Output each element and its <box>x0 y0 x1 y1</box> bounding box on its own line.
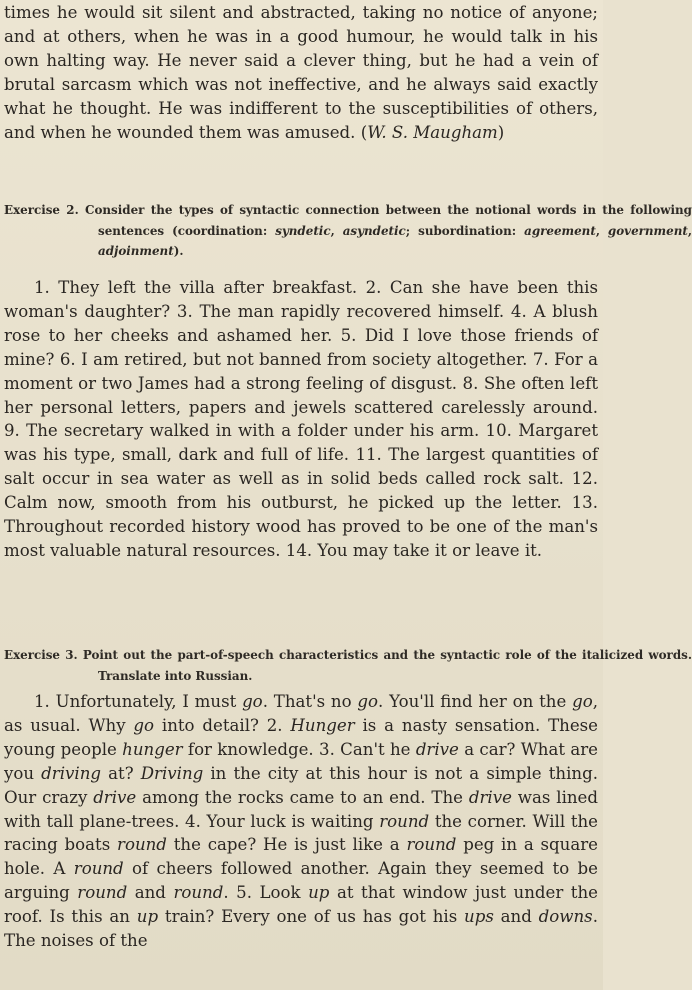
exercise-2-instruction: Consider the types of syntactic connection between the notional words in the following sentences (coordination: <box>78 203 692 238</box>
italic-word: drive <box>468 787 512 807</box>
top-paragraph <box>4 1 598 144</box>
paragraph-text: times he would sit silent and abstracted, taking no notice of anyone; and at others, when he was in a good humour, he would talk in his own halting way. He never said a clever thing, but he had a vein of brutal sarcasm which was not ineffective, and he always said exactly what he thought. He was indifferent to the susceptibilities of others, and when he wounded them was amused. ( <box>4 3 598 142</box>
exercise-2-sentences: 1. They left the villa after breakfast. 2. Can she have been this woman's daughter? 3. The man rapidly recovered himself. 4. A blush rose to her cheeks and ashamed her. 5. Did I love those friends of mine? 6. I am retired, but not banned from society altogether. 7. For a moment or two James had a strong feeling of disgust. 8. She often left her personal letters, papers and jewels scattered carelessly around. 9. The secretary walked in with a folder under his arm. 10. Margaret was his type, small, dark and full of life. 11. The largest quantities of salt occur in sea water as well as in solid beds called rock salt. 12. Calm now, smooth from his outburst, he picked up the letter. 13. Throughout recorded history wood has proved to be one of the man's most valuable natural resources. 14. You may take it or leave it. <box>4 278 598 560</box>
term-syndetic: syndetic <box>275 223 331 238</box>
exercise-3-instruction: Point out the part-of-speech characteristics and the syntactic role of the italicized words. Translate into Russian. <box>77 648 692 683</box>
exercise-3-label: Exercise 3. <box>4 648 78 662</box>
italic-word: downs <box>538 907 593 927</box>
exercise-3-sentences <box>4 690 598 953</box>
text: 1. Unfortunately, I must <box>34 692 243 711</box>
text: . You'll find her on the <box>378 692 573 711</box>
italic-word: round <box>117 835 167 855</box>
italic-word: round <box>406 835 457 855</box>
text: at that window just under the roof. Is this an <box>4 883 598 927</box>
text: the corner. Will the racing boats <box>4 811 599 855</box>
term-asyndetic: asyndetic <box>342 223 406 238</box>
italic-word: driving <box>41 763 102 783</box>
exercise-2-instruction-cont: ; subordination: <box>405 223 525 238</box>
italic-word: hunger <box>122 739 183 759</box>
italic-word: drive <box>93 787 137 807</box>
italic-word: drive <box>415 739 459 759</box>
punct: , <box>595 223 608 238</box>
paragraph-text-end: ) <box>497 122 505 142</box>
text: . That's no <box>262 692 358 711</box>
italic-word: go <box>242 692 263 711</box>
exercise-3-heading <box>4 645 692 686</box>
text: was lined with tall plane-trees. 4. Your luck is waiting <box>4 787 599 831</box>
text: is a nasty sensation. These young people <box>4 715 598 759</box>
text: . 5. Look <box>223 883 309 903</box>
text: train? Every one of us has got his <box>158 907 465 927</box>
text: a car? What are you <box>4 739 598 783</box>
text: peg in a square hole. A <box>4 835 598 879</box>
text: in the city at this hour is not a simple thing. Our crazy <box>4 763 598 807</box>
text: of cheers followed another. Again they seemed to be arguing <box>4 859 598 903</box>
italic-word: up <box>308 883 330 903</box>
punct: , <box>687 223 692 238</box>
italic-word: round <box>77 883 128 903</box>
text: . The noises of the <box>4 907 598 951</box>
italic-word: go <box>357 692 379 711</box>
italic-word: up <box>136 907 159 927</box>
punct: , <box>330 223 343 238</box>
text: among the rocks came to an end. The <box>136 787 469 807</box>
term-adjoinment: adjoinment <box>98 244 174 258</box>
text: and <box>127 883 174 903</box>
text: and <box>493 907 539 927</box>
italic-word: round <box>73 859 124 879</box>
term-agreement: agreement <box>524 223 596 238</box>
text: the cape? He is just like a <box>166 835 407 855</box>
italic-word: go <box>572 692 593 711</box>
italic-word: go <box>133 715 155 735</box>
italic-word: Driving <box>140 763 204 783</box>
exercise-2-label: Exercise 2. <box>4 203 79 217</box>
text: at? <box>101 763 141 783</box>
exercise-2-heading <box>4 200 692 262</box>
italic-word: round <box>379 811 430 831</box>
text: for knowledge. 3. Can't he <box>182 739 416 759</box>
punct: ). <box>173 244 184 258</box>
italic-word: Hunger <box>290 715 355 735</box>
italic-word: round <box>173 883 224 903</box>
italic-word: ups <box>464 907 494 927</box>
source-author: W. S. Maugham <box>367 122 498 142</box>
text: , as usual. Why <box>4 692 598 735</box>
term-government: government <box>607 223 688 238</box>
text: into detail? 2. <box>154 715 291 735</box>
